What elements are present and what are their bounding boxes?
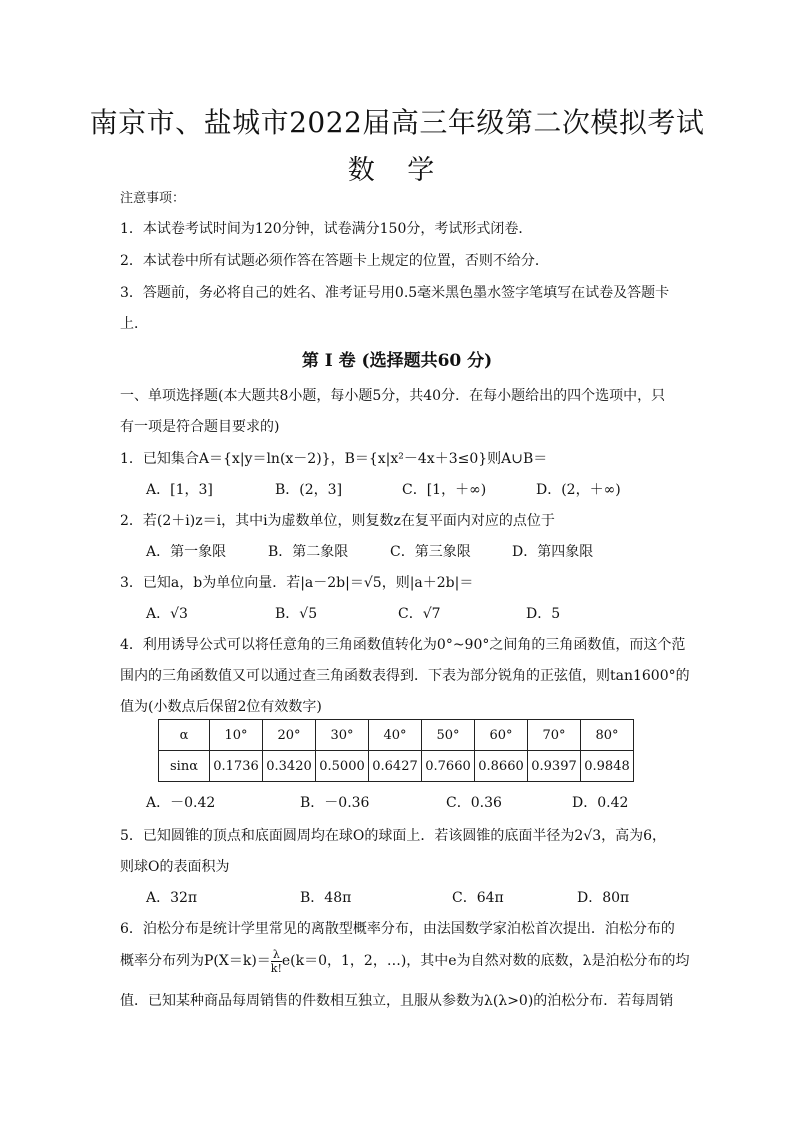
q3-option-c: C．√7: [398, 606, 441, 622]
table-header-cell: sinα: [159, 751, 210, 782]
table-row: [159, 751, 634, 782]
q5-option-a: A．32π: [146, 890, 198, 906]
table-cell: 0.6427: [369, 751, 422, 782]
notice-item-2: 2．本试卷中所有试题必须作答在答题卡上规定的位置，否则不给分．: [120, 253, 549, 269]
table-cell: 0.9848: [581, 751, 634, 782]
q2-stem: 2．若(2＋i)z＝i，其中i为虚数单位，则复数z在复平面内对应的点位于: [120, 513, 555, 529]
q1-stem: 1．已知集合A＝{x|y＝ln(x－2)}，B＝{x|x²－4x＋3≤0}则A∪B＝: [120, 451, 548, 467]
q5-option-c: C．64π: [452, 890, 504, 906]
q6-line2-post: e(k＝0，1，2，…)，其中e为自然对数的底数，λ是泊松分布的均: [281, 953, 690, 969]
table-cell: 0.9397: [528, 751, 581, 782]
q4-option-b: B．－0.36: [300, 795, 370, 811]
q3-stem: 3．已知a，b为单位向量．若|a－2b|＝√5，则|a＋2b|＝: [120, 575, 474, 591]
notice-heading: 注意事项：: [120, 191, 186, 206]
table-cell: 0.1736: [210, 751, 263, 782]
table-cell: 20°: [263, 720, 316, 751]
q1-option-b: B．(2，3]: [275, 482, 343, 498]
exam-title: 南京市、盐城市2022届高三年级第二次模拟考试: [89, 106, 705, 139]
section-intro-line2: 有一项是符合题目要求的): [120, 419, 280, 435]
q2-option-a: A．第一象限: [146, 544, 227, 560]
q3-option-a: A．√3: [146, 606, 188, 622]
q1-option-a: A．[1，3]: [146, 482, 213, 498]
fraction-denominator: k!: [270, 961, 282, 975]
q3-option-b: B．√5: [275, 606, 318, 622]
table-header-cell: α: [159, 720, 210, 751]
q6-line2: [120, 944, 689, 978]
q4-option-d: D．0.42: [572, 795, 629, 811]
table-cell: 0.5000: [316, 751, 369, 782]
q5-line2: 则球O的表面积为: [120, 859, 230, 875]
table-cell: 60°: [475, 720, 528, 751]
q5-line1: 5．已知圆锥的顶点和底面圆周均在球O的球面上．若该圆锥的底面半径为2√3，高为6，: [120, 828, 667, 844]
poisson-fraction: [271, 948, 282, 975]
q1-option-c: C．[1，＋∞): [402, 482, 487, 498]
q2-option-c: C．第三象限: [390, 544, 471, 560]
table-cell: 40°: [369, 720, 422, 751]
table-cell: 50°: [422, 720, 475, 751]
subject-title: 数 学: [347, 155, 447, 186]
fraction-numerator: λ: [271, 948, 282, 962]
q6-line1: 6．泊松分布是统计学里常见的离散型概率分布，由法国数学家泊松首次提出．泊松分布的: [120, 921, 675, 937]
q4-line2: 围内的三角函数值又可以通过查三角函数表得到．下表为部分锐角的正弦值，则tan1600°的: [120, 668, 690, 684]
table-cell: 30°: [316, 720, 369, 751]
q5-option-b: B．48π: [300, 890, 352, 906]
q2-option-b: B．第二象限: [268, 544, 349, 560]
notice-item-3: 3．答题前，务必将自己的姓名、准考证号用0.5毫米黑色墨水签字笔填写在试卷及答题卡: [120, 285, 670, 301]
table-cell: 0.3420: [263, 751, 316, 782]
q6-line2-pre: 概率分布列为P(X＝k)＝: [120, 953, 271, 969]
q5-option-d: D．80π: [577, 890, 630, 906]
q6-line3: 值．已知某种商品每周销售的件数相互独立，且服从参数为λ(λ>0)的泊松分布．若每周销: [120, 993, 674, 1009]
table-cell: 80°: [581, 720, 634, 751]
sine-table: [158, 719, 634, 782]
q3-option-d: D．5: [526, 606, 561, 622]
q4-line3: 值为(小数点后保留2位有效数字): [120, 699, 322, 715]
notice-item-1: 1．本试卷考试时间为120分钟，试卷满分150分，考试形式闭卷．: [120, 221, 533, 237]
q2-option-d: D．第四象限: [512, 544, 594, 560]
q4-option-c: C．0.36: [446, 795, 502, 811]
table-cell: 0.8660: [475, 751, 528, 782]
q1-option-d: D．(2，＋∞): [536, 482, 621, 498]
notice-item-3-cont: 上．: [120, 316, 148, 332]
table-row: [159, 720, 634, 751]
table-cell: 70°: [528, 720, 581, 751]
table-cell: 0.7660: [422, 751, 475, 782]
q4-option-a: A．－0.42: [146, 795, 216, 811]
q4-line1: 4．利用诱导公式可以将任意角的三角函数值转化为0°~90°之间角的三角函数值，而这个范: [120, 637, 686, 653]
table-cell: 10°: [210, 720, 263, 751]
section-intro-line1: 一、单项选择题(本大题共8小题，每小题5分，共40分．在每小题给出的四个选项中，只: [120, 388, 666, 404]
section-title: 第 Ⅰ 卷 (选择题共60 分): [301, 351, 493, 371]
